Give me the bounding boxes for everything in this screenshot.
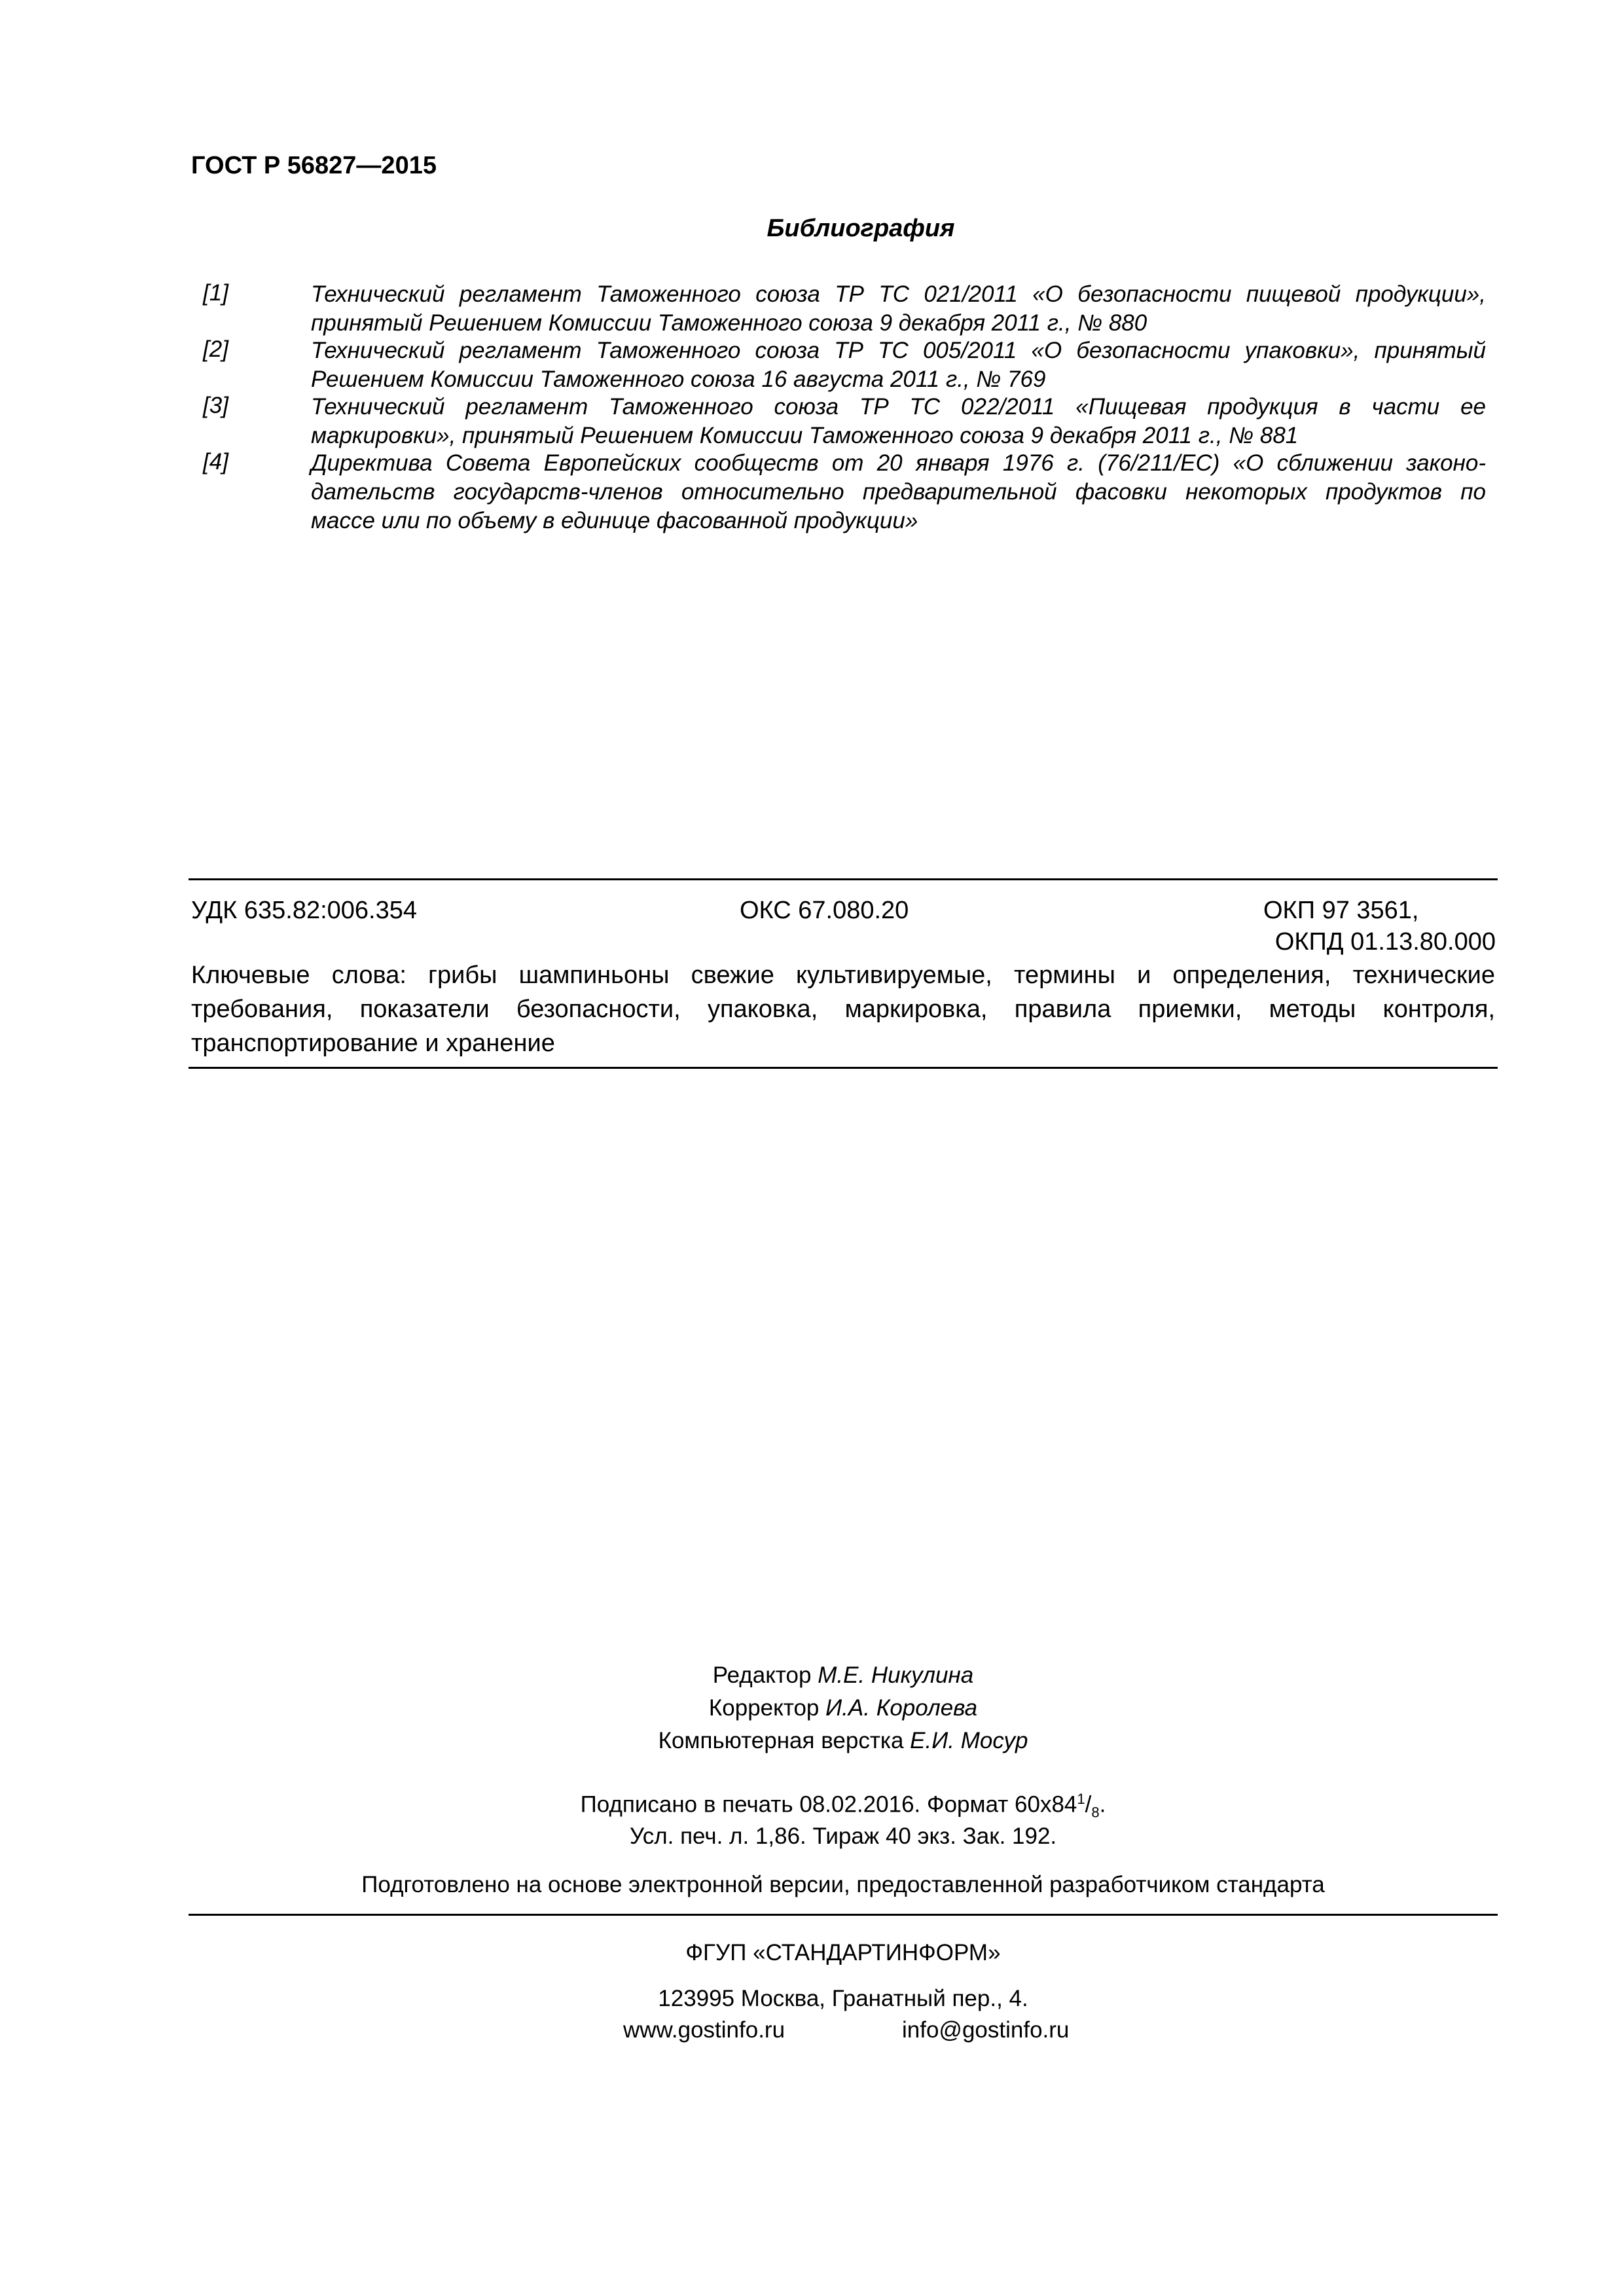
- bibliography-item-line: Решением Комиссии Таможенного союза 16 августа 2011 г., № 769: [311, 367, 1046, 392]
- keywords-line: Ключевые слова: грибы шампиньоны свежие культивируемые, термины и определения, технические: [191, 961, 1495, 989]
- corrector-label: Корректор: [708, 1695, 820, 1721]
- editor-line: [189, 1662, 1498, 1689]
- bibliography-item-line: дательств государств-членов относительно предварительной фасовки некоторых продуктов по: [311, 479, 1486, 505]
- oks-code: ОКС 67.080.20: [740, 897, 909, 924]
- bibliography-item-line: Технический регламент Таможенного союза ТР ТС 022/2011 «Пищевая продукция в части ее: [311, 394, 1486, 420]
- keywords-line: транспортирование и хранение: [191, 1030, 555, 1057]
- bibliography-item-line: Технический регламент Таможенного союза ТР ТС 005/2011 «О безопасности упаковки», принятый: [311, 338, 1486, 363]
- publisher-website[interactable]: www.gostinfo.ru: [623, 2017, 785, 2043]
- divider: [189, 1067, 1498, 1069]
- keywords-line: требования, показатели безопасности, упаковка, маркировка, правила приемки, методы контроля,: [191, 996, 1495, 1023]
- corrector-name: И.А. Королева: [825, 1695, 978, 1721]
- print-signed-text: Подписано в печать 08.02.2016. Формат 60x84: [580, 1791, 1077, 1818]
- editor-label: Редактор: [712, 1662, 812, 1688]
- publisher-name: ФГУП «СТАНДАРТИНФОРМ»: [685, 1940, 1001, 1965]
- layout-line: [189, 1728, 1498, 1754]
- keywords-block: [191, 958, 1495, 1060]
- format-subscript: 8: [1091, 1804, 1100, 1821]
- publisher-address: 123995 Москва, Гранатный пер., 4.: [658, 1986, 1028, 2011]
- divider: [189, 1914, 1498, 1916]
- bibliography-item-number: [4]: [203, 449, 228, 475]
- print-info-line: Подписано в печать 08.02.2016. Формат $60x84^1/_8$.: [580, 1791, 1106, 1821]
- divider: [189, 878, 1498, 880]
- okp-code: ОКП 97 3561,: [1263, 897, 1419, 924]
- bibliography-item-text: [311, 393, 1486, 450]
- bibliography-item-line: массе или по объему в единице фасованной продукции»: [311, 508, 918, 533]
- format-dot: .: [1099, 1791, 1106, 1818]
- print-run-line: Усл. печ. л. 1,86. Тираж 40 экз. Зак. 192.: [629, 1823, 1057, 1849]
- bibliography-item-number: [3]: [203, 393, 228, 418]
- document-code: ГОСТ Р 56827—2015: [191, 152, 437, 179]
- bibliography-item-line: Технический регламент Таможенного союза ТР ТС 021/2011 «О безопасности пищевой продукции»,: [311, 281, 1486, 307]
- layout-name: Е.И. Мосур: [910, 1728, 1028, 1753]
- okpd-code: ОКПД 01.13.80.000: [1274, 928, 1496, 956]
- bibliography-item-number: [2]: [203, 336, 228, 362]
- publisher-email[interactable]: info@gostinfo.ru: [902, 2017, 1070, 2043]
- bibliography-item-text: [311, 449, 1486, 535]
- bibliography-item-line: принятый Решением Комиссии Таможенного союза 9 декабря 2011 г., № 880: [311, 310, 1147, 336]
- bibliography-item-line: Директива Совета Европейских сообществ от 20 января 1976 г. (76/211/ЕС) «О сближении законо-: [311, 450, 1486, 476]
- format-superscript: 1: [1077, 1791, 1085, 1807]
- corrector-line: [189, 1695, 1498, 1721]
- prepared-note: Подготовлено на основе электронной версии, предоставленной разработчиком стандарта: [361, 1872, 1325, 1897]
- bibliography-item-number: [1]: [203, 280, 228, 306]
- bibliography-item-line: маркировки», принятый Решением Комиссии Таможенного союза 9 декабря 2011 г., № 881: [311, 423, 1299, 448]
- udk-code: УДК 635.82:006.354: [191, 897, 418, 924]
- bibliography-title: Библиография: [767, 215, 955, 242]
- layout-label: Компьютерная верстка: [658, 1728, 904, 1753]
- bibliography-item-text: [311, 336, 1486, 394]
- bibliography-item-text: [311, 280, 1486, 338]
- editor-name: М.Е. Никулина: [818, 1662, 974, 1688]
